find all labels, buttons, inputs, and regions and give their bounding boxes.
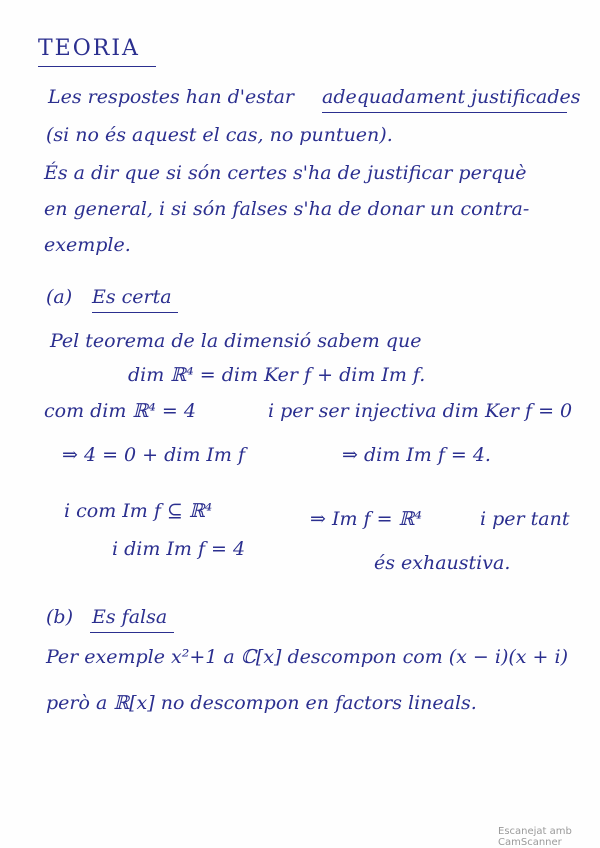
intro-line-1b: adequadament justificades (322, 86, 581, 108)
part-b-line-2: però a ℝ[x] no descompon en factors lineals. (46, 692, 477, 714)
intro-line-4: en general, i si són falses s'ha de donar un contra- (44, 198, 530, 220)
part-b-verdict: Es falsa (92, 606, 168, 628)
title-underline (38, 66, 156, 67)
part-a-line-6b: és exhaustiva. (374, 552, 511, 574)
part-a-line-4b: ⇒ dim Im f = 4. (342, 444, 491, 466)
part-a-line-2: dim ℝ⁴ = dim Ker f + dim Im f. (128, 364, 426, 386)
part-a-label: (a) (46, 286, 73, 308)
intro-line-3: És a dir que si són certes s'ha de justificar perquè (44, 162, 527, 184)
part-b-label: (b) (46, 606, 73, 628)
intro-line-1a: Les respostes han d'estar (48, 86, 295, 108)
part-a-line-6a: i dim Im f = 4 (112, 538, 246, 560)
intro-line-2: (si no és aquest el cas, no puntuen). (46, 124, 393, 146)
part-b-line-1: Per exemple x²+1 a ℂ[x] descompon com (x − i)(x + i) (46, 646, 568, 668)
part-b-underline (90, 632, 174, 633)
part-a-line-3b: i per ser injectiva dim Ker f = 0 (268, 400, 573, 422)
part-a-line-5c: i per tant (480, 508, 570, 530)
scanner-footer: Escanejat amb CamScanner (498, 826, 572, 848)
part-a-verdict: Es certa (92, 286, 172, 308)
intro-underline (322, 112, 567, 113)
part-a-line-5a: i com Im f ⊆ ℝ⁴ (64, 500, 213, 522)
part-a-line-3a: com dim ℝ⁴ = 4 (44, 400, 196, 422)
part-a-line-4a: ⇒ 4 = 0 + dim Im f (62, 444, 246, 466)
part-a-underline (92, 312, 178, 313)
page-title: TEORIA (38, 36, 140, 61)
part-a-line-5b: ⇒ Im f = ℝ⁴ (310, 508, 422, 530)
intro-line-5: exemple. (44, 234, 131, 256)
part-a-line-1: Pel teorema de la dimensió sabem que (50, 330, 422, 352)
